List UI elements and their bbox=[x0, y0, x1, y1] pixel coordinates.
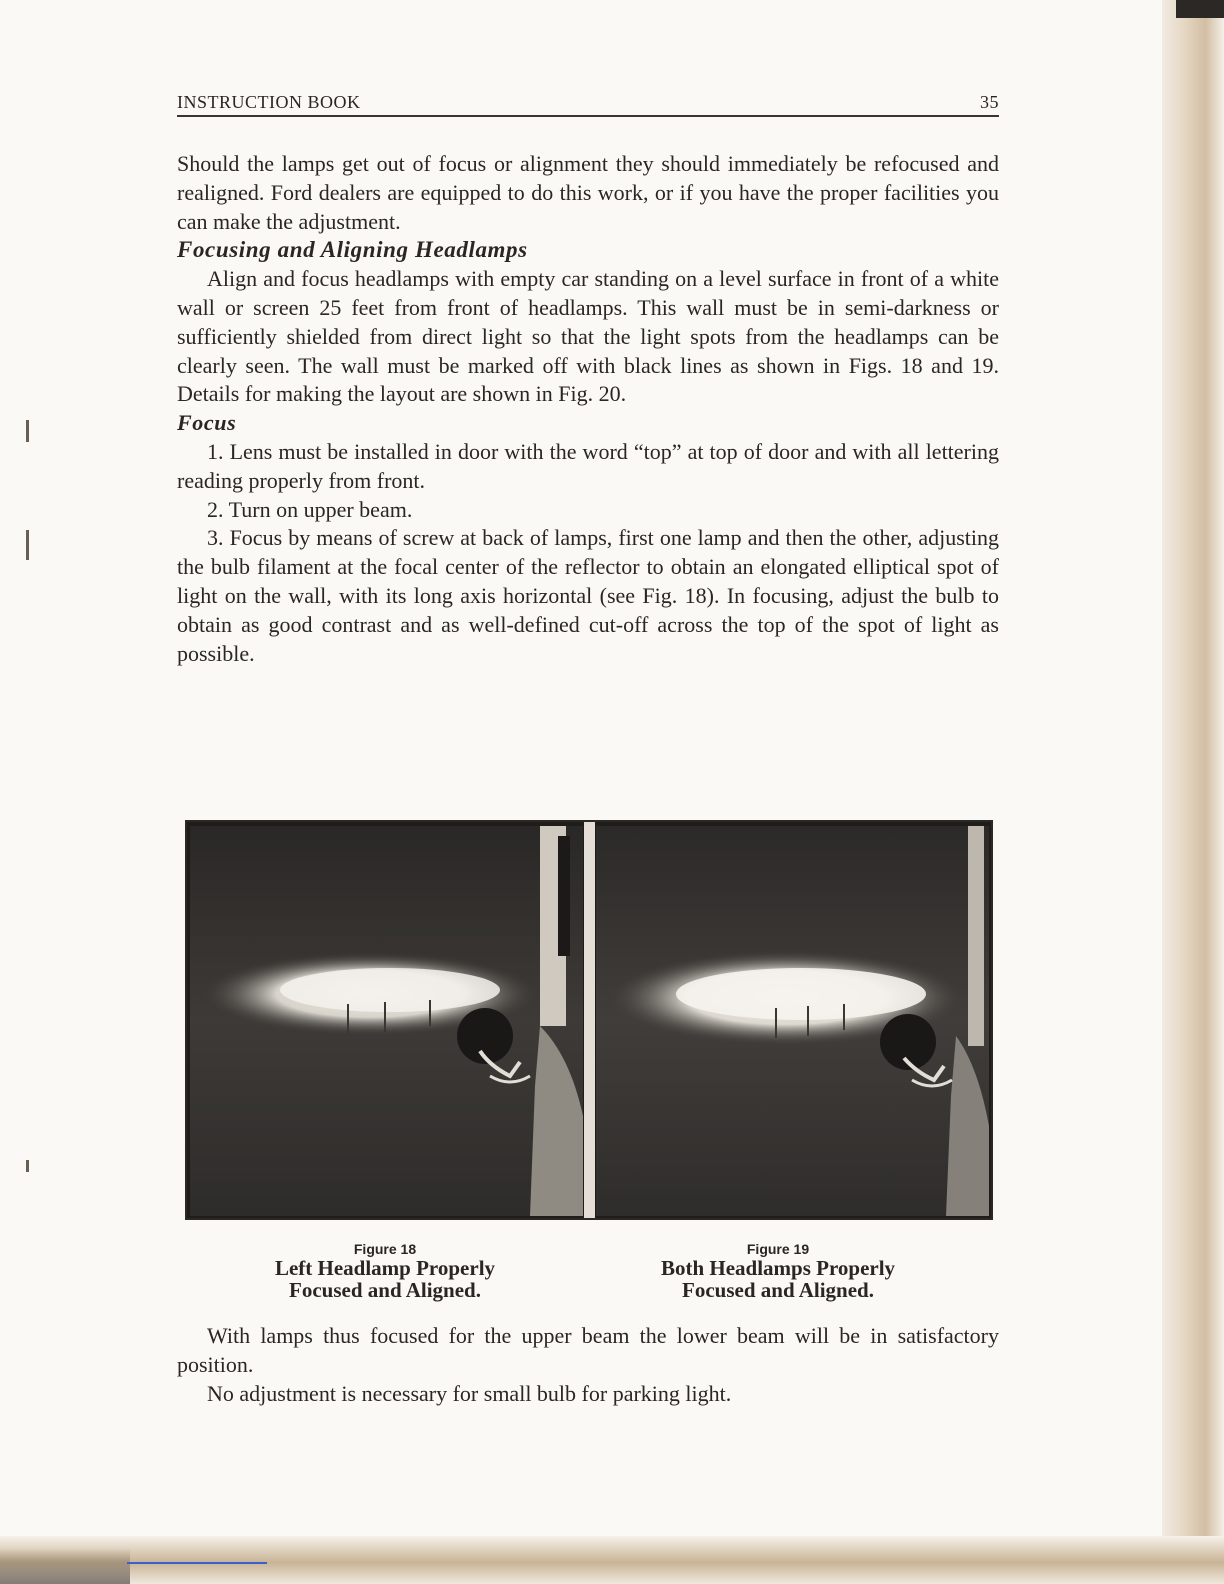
scan-speck bbox=[26, 1160, 29, 1172]
header-title: INSTRUCTION BOOK bbox=[177, 92, 361, 112]
closing-paragraph: No adjustment is necessary for small bulb for parking light. bbox=[207, 1381, 732, 1406]
page-edge-shadow-right bbox=[1162, 0, 1224, 1584]
figure-19-number: Figure 19 bbox=[746, 1241, 810, 1257]
intro-paragraph: Should the lamps get out of focus or alignment they should immediately be refocused and realigned. Ford dealers are equipped to do this work, or if you have the proper facilities you can make the adjustment. bbox=[177, 151, 999, 234]
scan-speck bbox=[26, 420, 29, 442]
section-heading-aligning: Focusing and Aligning Headlamps bbox=[177, 237, 528, 263]
section-heading-focus: Focus bbox=[177, 410, 237, 436]
scan-underline-mark bbox=[127, 1562, 267, 1564]
figure-photographs bbox=[185, 820, 993, 1220]
figure-18-title-line2: Focused and Aligned. bbox=[289, 1278, 481, 1302]
scan-corner-mark bbox=[1176, 0, 1224, 18]
figure-19-photo bbox=[596, 826, 989, 1216]
figure-18-photo bbox=[190, 826, 583, 1216]
scan-corner-shadow bbox=[0, 1548, 130, 1584]
figure-divider bbox=[584, 822, 595, 1218]
main-text bbox=[177, 150, 999, 668]
figure-18-caption bbox=[215, 1241, 555, 1301]
figure-19-caption bbox=[608, 1241, 948, 1301]
figure-18-title-line1: Left Headlamp Properly bbox=[274, 1256, 496, 1280]
scan-speck bbox=[26, 530, 29, 560]
running-header bbox=[177, 92, 999, 117]
page-edge-shadow-bottom bbox=[0, 1536, 1224, 1584]
aligning-paragraph: Align and focus headlamps with empty car standing on a level surface in front of a white wall or screen 25 feet from front of headlamps. This wall must be in semi-darkness or sufficiently shielded from direct light so that the light spots from the headlamps can be clearly seen. The wall must be marked off with black lines as shown in Figs. 18 and 19. Details for making the layout are shown in Fig. 20. bbox=[177, 266, 999, 407]
closing-text bbox=[177, 1321, 999, 1408]
figure-19-title-line2: Focused and Aligned. bbox=[682, 1278, 874, 1302]
closing-paragraph: With lamps thus focused for the upper beam the lower beam will be in satisfactory position. bbox=[177, 1323, 999, 1377]
focus-step: 1. Lens must be installed in door with the word “top” at top of door and with all lettering reading properly from front. bbox=[177, 438, 999, 493]
figure-19-title-line1: Both Headlamps Properly bbox=[660, 1256, 896, 1280]
focus-step: 3. Focus by means of screw at back of lamps, first one lamp and then the other, adjusting the bulb filament at the focal center of the reflector to obtain an elongated elliptical spot of light on the wall, with its long axis horizontal (see Fig. 18). In focusing, adjust the bulb to obtain as good contrast and as well-defined cut-off across the top of the spot of light as possible. bbox=[177, 525, 999, 666]
page-number: 35 bbox=[980, 92, 999, 112]
figure-18-number: Figure 18 bbox=[353, 1241, 417, 1257]
focus-step: 2. Turn on upper beam. bbox=[207, 496, 413, 522]
